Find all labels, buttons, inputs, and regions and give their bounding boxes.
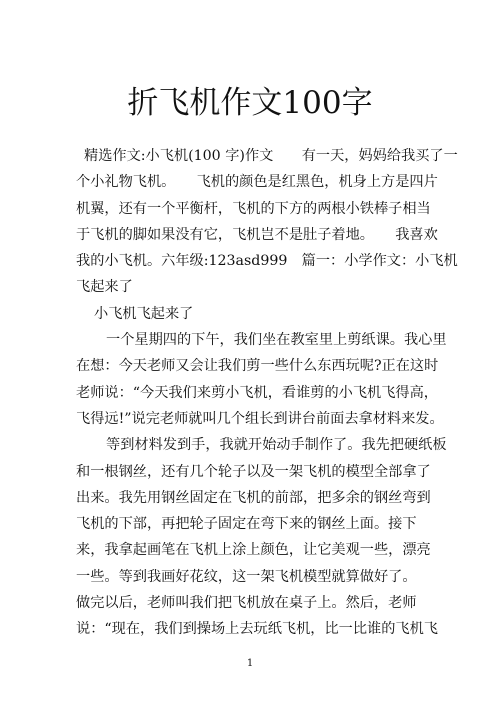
text-line: 一些。等到我画好花纹，这一架飞机模型就算做好了。 [76, 568, 417, 585]
text-line: 飞得远!”说完老师就叫几个组长到讲台前面去拿材料来发。 [76, 410, 444, 427]
text-line: 飞起来了 [76, 279, 133, 296]
text-line: 来，我拿起画笔在飞机上涂上颜色，让它美观一些，漂亮 [76, 542, 431, 559]
text-line: 等到材料发到手，我就开始动手制作了。我先把硬纸板 [106, 437, 447, 454]
text-line: 在想：今天老师又会让我们剪一些什么东西玩呢?正在这时 [76, 358, 439, 375]
text-line: 我的小飞机。六年级:123asd999 篇一：小学作文：小飞机 [76, 253, 458, 270]
document-body [76, 143, 458, 643]
document-title: 折飞机作文100字 [127, 85, 373, 121]
text-line: 老师说：“今天我们来剪小飞机，看谁剪的小飞机飞得高， [76, 384, 438, 401]
text-line: 精选作文:小飞机(100 字)作文 有一天，妈妈给我买了一 [84, 148, 458, 164]
text-line: 机翼，还有一个平衡杆，飞机的下方的两根小铁棒子相当 [76, 200, 431, 217]
text-line: 个小礼物飞机。 飞机的颜色是红黑色，机身上方是四片 [76, 174, 438, 191]
page-number: 1 [246, 658, 254, 669]
paragraph-heading: 小飞机飞起来了 [94, 305, 194, 322]
text-line: 出来。我先用钢丝固定在飞机的前部，把多余的钢丝弯到 [76, 489, 431, 506]
text-line: 做完以后，老师叫我们把飞机放在桌子上。然后，老师 [76, 595, 417, 612]
text-line: 于飞机的脚如果没有它，飞机岂不是肚子着地。 我喜欢 [76, 226, 438, 243]
text-line: 一个星期四的下午，我们坐在教室里上剪纸课。我心里 [106, 332, 447, 349]
text-line: 和一根钢丝，还有几个轮子以及一架飞机的模型全部拿了 [76, 463, 431, 480]
text-line: 飞机的下部，再把轮子固定在弯下来的钢丝上面。接下 [76, 516, 417, 533]
text-line: 说：“现在，我们到操场上去玩纸飞机，比一比谁的飞机飞 [76, 621, 438, 638]
